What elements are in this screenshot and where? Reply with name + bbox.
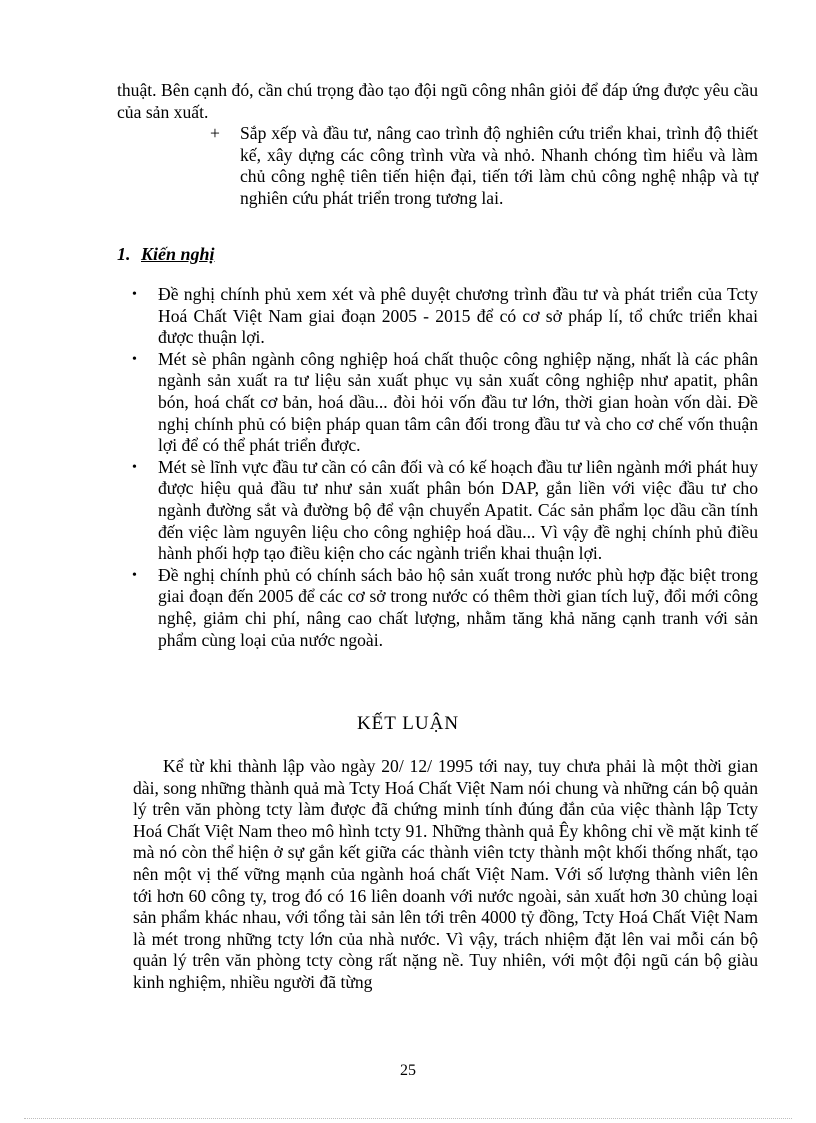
recommendation-list: [130, 284, 758, 651]
conclusion-paragraph: Kể từ khi thành lập vào ngày 20/ 12/ 1995 tới nay, tuy chưa phải là một thời gian dài, song những thành quả mà Tcty Hoá Chất Việt Nam nói chung và những cán bộ quản lý trên văn phòng tcty làm được đã chứng minh tính đúng đắn của việc thành lập Tcty Hoá Chất Việt Nam theo mô hình tcty 91. Những thành quả Êy không chỉ về mặt kinh tế mà nó còn thể hiện ở sự gắn kết giữa các thành viên tcty thành một khối thống nhất, tạo nên một vị thế vững mạnh của ngành hoá chất Việt Nam. Với số lượng thành viên lên tới hơn 60 công ty, trog đó có 16 liên doanh với nước ngoài, sản xuất hơn 30 chủng loại sản phẩm khác nhau, với tổng tài sản lên tới trên 4000 tỷ đồng, Tcty Hoá Chất Việt Nam là mét trong những tcty lớn của nhà nước. Vì vậy, trách nhiệm đặt lên vai mỗi cán bộ quản lý trên văn phòng tcty còng rất nặng nề. Tuy nhiên, với một đội ngũ cán bộ giàu kinh nghiệm, nhiều người đã từng: [133, 756, 758, 992]
intro-paragraph: thuật. Bên cạnh đó, cần chú trọng đào tạo đội ngũ công nhân giỏi để đáp ứng được yêu cầu của sản xuất.: [117, 80, 758, 122]
bullet-icon: •: [132, 459, 137, 475]
section-heading-recommendations: [117, 244, 215, 266]
bullet-icon: •: [132, 287, 137, 302]
footer-divider: [24, 1118, 792, 1119]
list-item-text: Mét sè lĩnh vực đầu tư cần có cân đối và có kế hoạch đầu tư liên ngành mới phát huy được hiệu quả đầu tư như sản xuất phân bón DAP, gắn liền với việc đầu tư cho ngành đường sắt và đường bộ để vận chuyển Apatit. Các sản phẩm lọc dầu cần tính đến việc làm nguyên liệu cho công nghiệp hoá dầu... Vì vậy đề nghị chính phủ điều hành phối hợp tạo điều kiện cho các ngành triển khai thuận lợi.: [158, 456, 758, 564]
bullet-icon: •: [132, 351, 137, 367]
list-item: [130, 457, 758, 565]
heading-number: 1.: [117, 244, 131, 264]
heading-title: Kiến nghị: [141, 244, 215, 264]
list-item-text: Mét sè phân ngành công nghiệp hoá chất thuộc công nghiệp nặng, nhất là các phân ngành sản xuất ra tư liệu sản xuất phục vụ sản xuất công nghiệp như apatit, phân bón, hoá chất cơ bản, hoá dầu... đòi hỏi vốn đầu tư lớn, thời gian hoàn vốn dài. Đề nghị chính phủ có biện pháp quan tâm cân đối trong đầu tư và cho cơ chế vốn thuận lợi để có thể phát triển được.: [158, 348, 758, 456]
bullet-icon: •: [132, 567, 137, 583]
list-item-text: Đề nghị chính phủ xem xét và phê duyệt chương trình đầu tư và phát triển của Tcty Hoá Chất Việt Nam giai đoạn 2005 - 2015 để có cơ sở pháp lí, tổ chức triển khai được thuận lợi.: [158, 284, 758, 348]
list-item: [130, 284, 758, 349]
list-item: [130, 349, 758, 457]
plus-item-text: Sắp xếp và đầu tư, nâng cao trình độ nghiên cứu triển khai, trình độ thiết kế, xây dựng các công trình vừa và nhỏ. Nhanh chóng tìm hiểu và làm chủ công nghệ tiên tiến hiện đại, tiến tới làm chủ công nghệ nhập và tự nghiên cứu phát triển trong tương lai.: [240, 123, 758, 208]
list-item-text: Đề nghị chính phủ có chính sách bảo hộ sản xuất trong nước phù hợp đặc biệt trong giai đoạn đến 2005 để các cơ sở trong nước có thêm thời gian tích luỹ, đổi mới công nghệ, giảm chi phí, nâng cao chất lượng, nhằm tăng khả năng cạnh tranh với sản phẩm cùng loại của nước ngoài.: [158, 564, 758, 650]
page-number: 25: [400, 1062, 416, 1079]
conclusion-title: KẾT LUẬN: [356, 713, 460, 734]
plus-marker: +: [210, 123, 220, 143]
list-item: [130, 565, 758, 651]
plus-list-item: [210, 123, 758, 209]
